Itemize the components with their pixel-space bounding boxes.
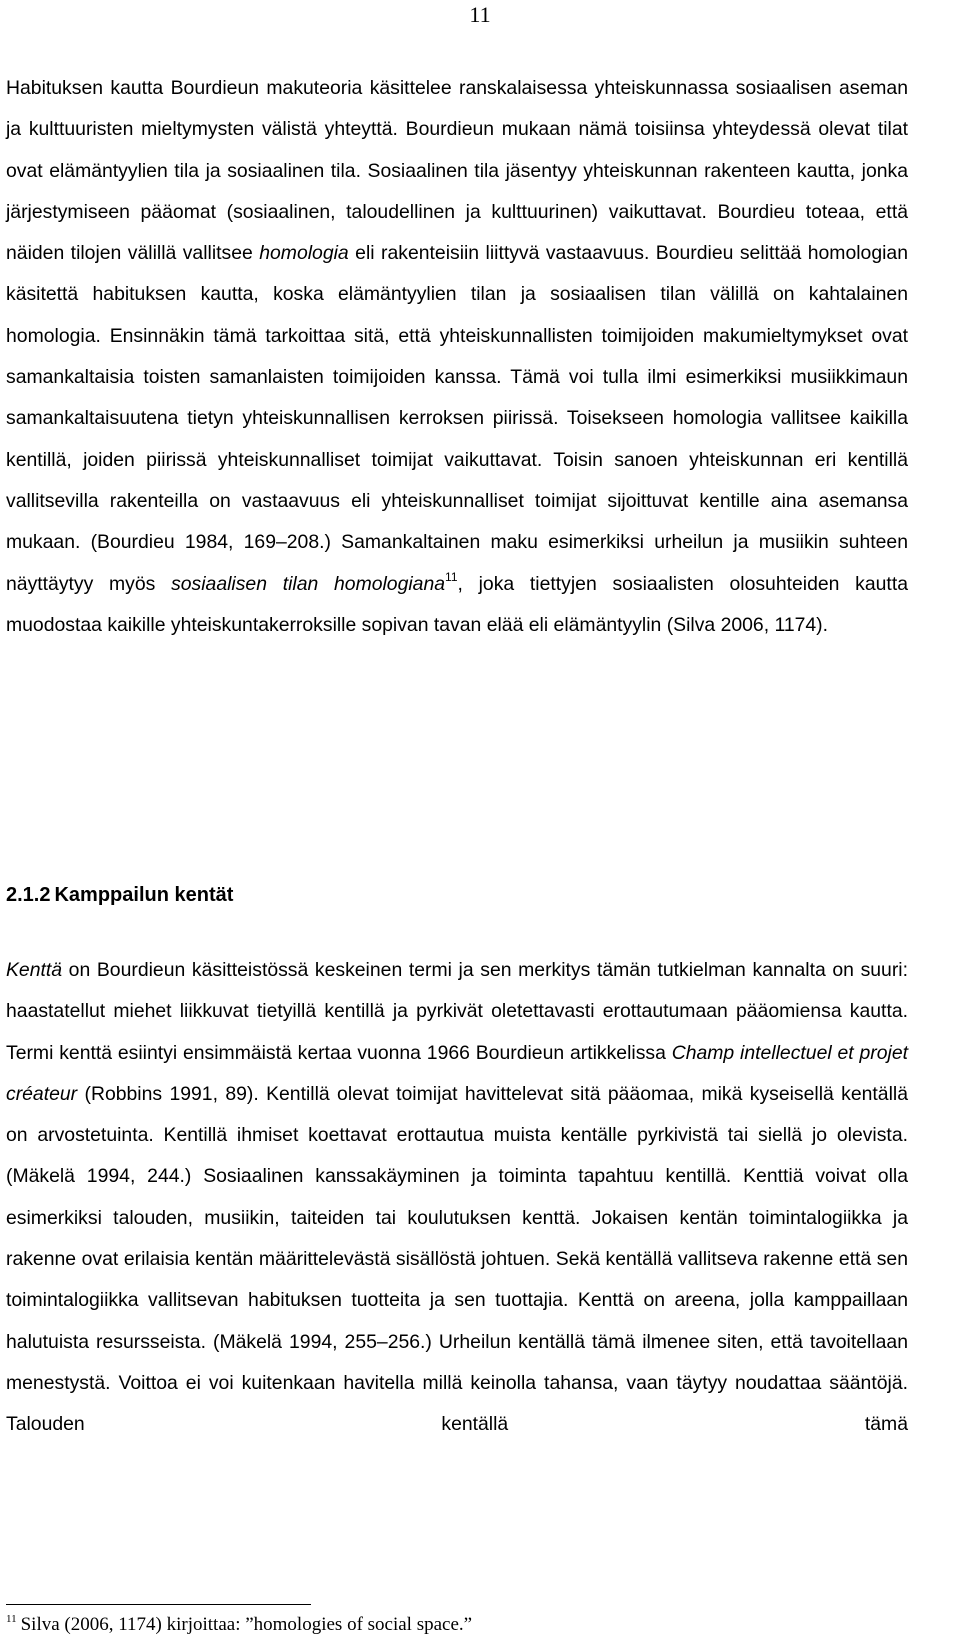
- paragraph-text: (Robbins 1991, 89). Kentillä olevat toimijat havittelevat sitä pääomaa, mikä kyseisellä kentällä on arvostetuinta. Kentillä ihmiset koettavat erottautua muista kentälle pyrkivistä tai siellä jo olevista. (Mäkelä 1994, 244.) Sosiaalinen kanssakäyminen ja toiminta tapahtuu kentillä. Kenttiä voivat olla esimerkiksi talouden, musiikin, taiteiden tai koulutuksen kenttä. Jokaisen kentän toimintalogiikka ja rakenne ovat erilaisia kentän määrittelevästä sisällöstä johtuen. Sekä kentällä vallitseva rakenne että sen toimintalogiikka vallitsevan habituksen tuotteita ja sen tuottajia. Kenttä on areena, jolla kamppaillaan halutuista resursseista. (Mäkelä 1994, 255–256.) Urheilun kentällä tämä ilmenee siten, että tavoitellaan menestystä. Voittoa ei voi kuitenkaan havitella millä keinolla tahansa, vaan täytyy noudattaa sääntöjä. Talouden kentällä tämä: [6, 1082, 908, 1436]
- section-number: 2.1.2: [6, 884, 51, 906]
- body-paragraph-2: [6, 950, 908, 1446]
- footnote-reference[interactable]: 11: [445, 569, 458, 584]
- section-title: Kamppailun kentät: [54, 884, 234, 906]
- footnote: [6, 1614, 472, 1636]
- italic-term-homologia: homologia: [259, 242, 349, 265]
- paragraph-text: on Bourdieun käsitteistössä keskeinen termi ja sen merkitys tämän tutkielman kannalta on suuri: haastatellut miehet liikkuvat tietyillä kentillä ja pyrkivät oletettavasti erottautumaan pääomiensa kautta. Termi kenttä esiintyi ensimmäistä kertaa vuonna 1966 Bourdieun artikkelissa: [6, 959, 908, 1064]
- body-paragraph-1: [6, 68, 908, 646]
- paragraph-text: Habituksen kautta Bourdieun makuteoria käsittelee ranskalaisessa yhteiskunnassa sosiaalisen aseman ja kulttuuristen mieltymysten välistä yhteyttä. Bourdieun mukaan nämä toisiinsa yhteydessä olevat tilat ovat elämäntyylien tila ja sosiaalinen tila. Sosiaalinen tila jäsentyy yhteiskunnan rakenteen kautta, jonka järjestymiseen pääomat (sosiaalinen, taloudellinen ja kulttuurinen) vaikuttavat. Bourdieu toteaa, että näiden tilojen välillä vallitsee: [6, 77, 908, 265]
- footnote-separator: [6, 1604, 311, 1605]
- footnote-text: Silva (2006, 1174) kirjoittaa: ”homologies of social space.”: [20, 1614, 473, 1635]
- paragraph-text: eli rakenteisiin liittyvä vastaavuus. Bourdieu selittää homologian käsitettä habituksen kautta, koska elämäntyylien tilan ja sosiaalisen tilan välillä on kahtalainen homologia. Ensinnäkin tämä tarkoittaa sitä, että yhteiskunnallisten toimijoiden makumieltymykset ovat samankaltaisia toisten samanlaisten toimijoiden kanssa. Tämä voi tulla ilmi esimerkiksi musiikkimaun samankaltaisuutena tietyn yhteiskunnallisen kerroksen piirissä. Toisekseen homologia vallitsee kaikilla kentillä, joiden piirissä yhteiskunnalliset toimijat vaikuttavat. Toisin sanoen yhteiskunnan eri kentillä vallitsevilla rakenteilla on vastaavuus eli yhteiskunnalliset toimijat sijoittuvat kentille aina asemansa mukaan. (Bourdieu 1984, 169–208.) Samankaltainen maku esimerkiksi urheilun ja musiikin suhteen näyttäytyy myös: [6, 242, 908, 595]
- section-heading: [6, 884, 233, 907]
- italic-article-title: Champ intellectuel et projet: [671, 1041, 908, 1064]
- footnote-number: 11: [6, 1613, 17, 1625]
- paragraph-text: , joka tiettyjen sosiaalisten olosuhteiden kautta muodostaa kaikille yhteiskuntakerroksille sopivan tavan elää eli elämäntyylin (Silva 2006, 1174).: [6, 572, 908, 636]
- italic-term-kentta: Kenttä: [6, 959, 63, 981]
- italic-term-social-space-homology: sosiaalisen tilan homologiana: [171, 572, 446, 595]
- page-number: 11: [469, 2, 491, 27]
- italic-article-title-end: créateur: [6, 1082, 78, 1105]
